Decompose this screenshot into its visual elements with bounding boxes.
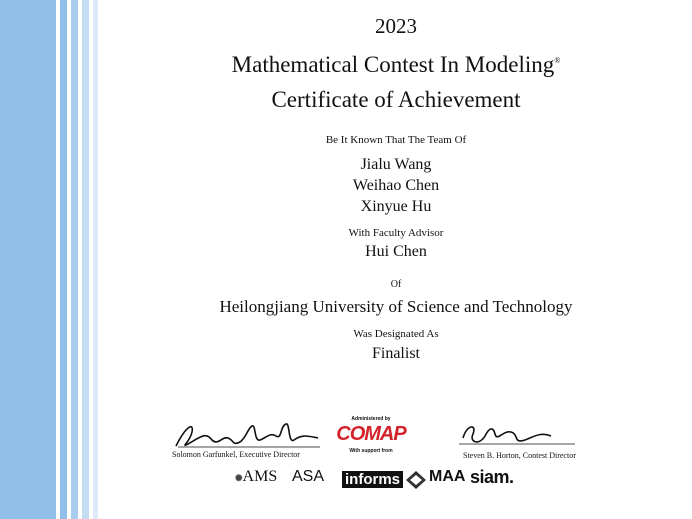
university-name: Heilongjiang University of Science and Technology	[219, 297, 573, 316]
support-label: With support from	[349, 448, 393, 454]
informs-logo: informs	[342, 471, 403, 488]
contest-director-name: Steven B. Horton, Contest Director	[463, 451, 576, 460]
of-label: Of	[390, 279, 402, 290]
maa-logo: MAA	[429, 468, 466, 485]
executive-director-name: Solomon Garfunkel, Executive Director	[172, 450, 300, 459]
known-text: Be It Known That The Team Of	[325, 134, 467, 146]
designation: Finalist	[371, 345, 420, 362]
advisor-label: With Faculty Advisor	[348, 227, 444, 239]
siam-logo: siam.	[470, 467, 514, 487]
contest-title	[100, 52, 692, 78]
comap-block	[335, 416, 407, 454]
administered-by-label: Administered by	[351, 416, 391, 422]
team-member: Jialu Wang	[360, 156, 432, 173]
designation-label: Was Designated As	[353, 328, 439, 340]
ams-logo: ✺AMS	[235, 468, 278, 485]
advisor-name: Hui Chen	[365, 243, 427, 260]
maa-emblem-icon	[405, 470, 427, 490]
team-member: Weihao Chen	[352, 177, 440, 194]
executive-director-signature	[172, 418, 322, 452]
ams-star-icon: ✺	[235, 473, 243, 483]
contest-director-signature	[455, 420, 580, 452]
contest-title-text: Mathematical Contest In Modeling	[231, 52, 555, 77]
stripe	[60, 0, 67, 519]
stripe	[82, 0, 89, 519]
stripe	[71, 0, 78, 519]
comap-logo: COMAP	[336, 423, 406, 445]
left-stripes	[0, 0, 100, 519]
registered-mark: ®	[554, 56, 561, 65]
stripe-wide	[0, 0, 56, 519]
asa-logo: ASA	[292, 468, 325, 485]
certificate-title: Certificate of Achievement	[271, 87, 521, 112]
team-member: Xinyue Hu	[360, 198, 432, 215]
certificate-year: 2023	[375, 14, 417, 38]
stripe	[93, 0, 98, 519]
